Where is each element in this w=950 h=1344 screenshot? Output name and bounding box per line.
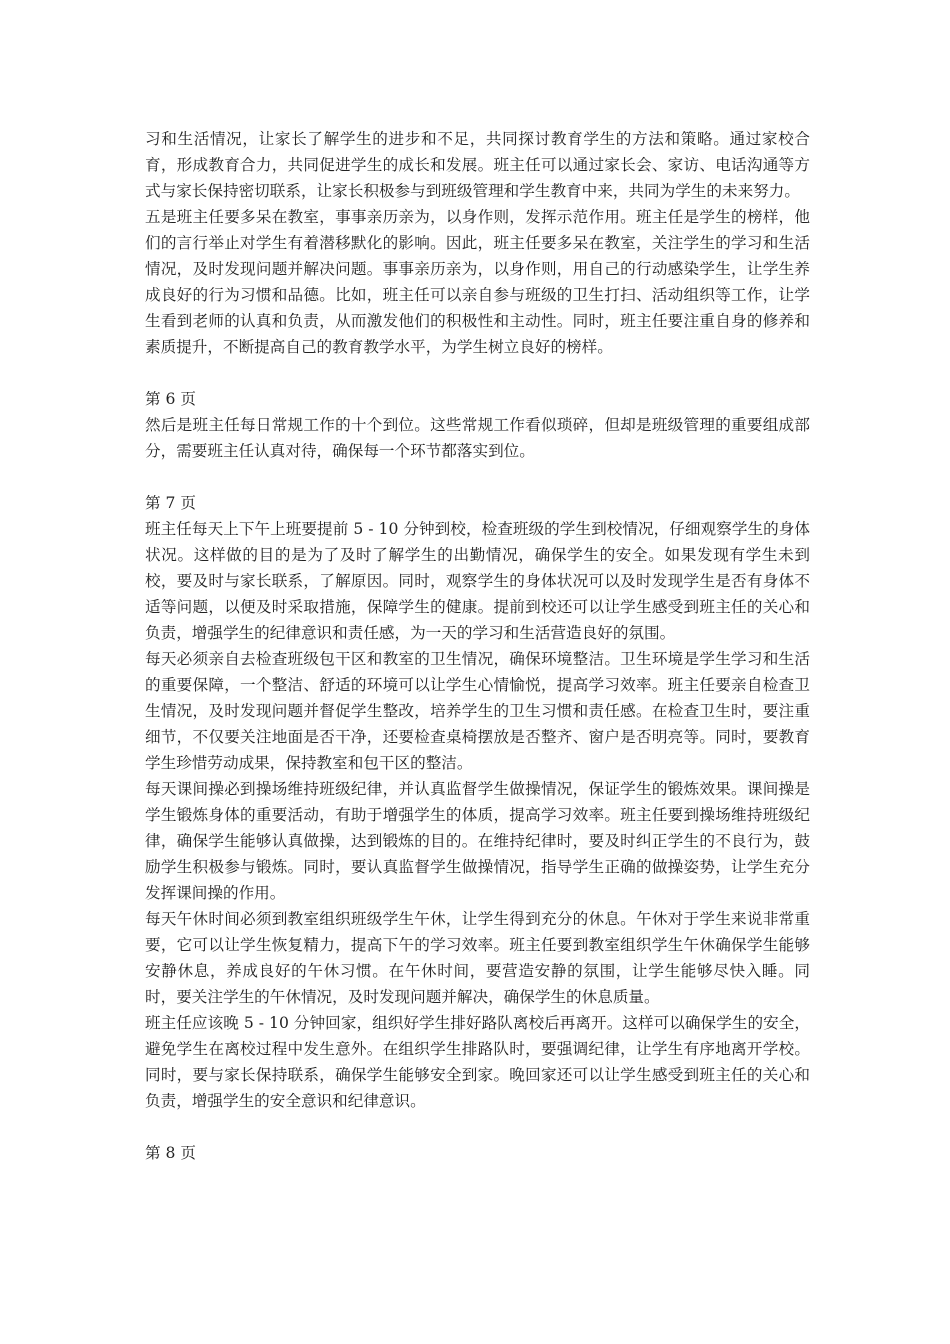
page-number-label: 第 8 页	[145, 1144, 197, 1162]
paragraph: 习和生活情况，让家长了解学生的进步和不足，共同探讨教育学生的方法和策略。通过家校合育，形成教育合力，共同促进学生的成长和发展。班主任可以通过家长会、家访、电话沟通等方式与家长保持密切联系，让家长积极参与到班级管理和学生教育中来，共同为学生的未来努力。	[145, 130, 810, 200]
page-number-label: 第 7 页	[145, 494, 197, 512]
paragraph: 每天必须亲自去检查班级包干区和教室的卫生情况，确保环境整洁。卫生环境是学生学习和生活的重要保障，一个整洁、舒适的环境可以让学生心情愉悦，提高学习效率。班主任要亲自检查卫生情况，及时发现问题并督促学生整改，培养学生的卫生习惯和责任感。在检查卫生时，要注重细节，不仅要关注地面是否干净，还要检查桌椅摆放是否整齐、窗户是否明亮等。同时，要教育学生珍惜劳动成果，保持教室和包干区的整洁。	[145, 650, 810, 772]
paragraph: 班主任每天上下午上班要提前 5 - 10 分钟到校，检查班级的学生到校情况，仔细观察学生的身体状况。这样做的目的是为了及时了解学生的出勤情况，确保学生的安全。如果发现有学生未到校，要及时与家长联系，了解原因。同时，观察学生的身体状况可以及时发现学生是否有身体不适等问题，以便及时采取措施，保障学生的健康。提前到校还可以让学生感受到班主任的关心和负责，增强学生的纪律意识和责任感，为一天的学习和生活营造良好的氛围。	[145, 520, 810, 642]
paragraph: 班主任应该晚 5 - 10 分钟回家，组织好学生排好路队离校后再离开。这样可以确保学生的安全，避免学生在离校过程中发生意外。在组织学生排路队时，要强调纪律，让学生有序地离开学校。同时，要与家长保持联系，确保学生能够安全到家。晚回家还可以让学生感受到班主任的关心和负责，增强学生的安全意识和纪律意识。	[145, 1014, 810, 1110]
paragraph: 五是班主任要多呆在教室，事事亲历亲为，以身作则，发挥示范作用。班主任是学生的榜样，他们的言行举止对学生有着潜移默化的影响。因此，班主任要多呆在教室，关注学生的学习和生活情况，及时发现问题并解决问题。事事亲历亲为，以身作则，用自己的行动感染学生，让学生养成良好的行为习惯和品德。比如，班主任可以亲自参与班级的卫生打扫、活动组织等工作，让学生看到老师的认真和负责，从而激发他们的积极性和主动性。同时，班主任要注重自身的修养和素质提升，不断提高自己的教育教学水平，为学生树立良好的榜样。	[145, 208, 810, 356]
section-gap	[145, 360, 810, 386]
paragraph: 每天课间操必到操场维持班级纪律，并认真监督学生做操情况，保证学生的锻炼效果。课间操是学生锻炼身体的重要活动，有助于增强学生的体质，提高学习效率。班主任要到操场维持班级纪律，确保学生能够认真做操，达到锻炼的目的。在维持纪律时，要及时纠正学生的不良行为，鼓励学生积极参与锻炼。同时，要认真监督学生做操情况，指导学生正确的做操姿势，让学生充分发挥课间操的作用。	[145, 780, 810, 902]
document-body	[145, 126, 810, 1166]
page-number-label: 第 6 页	[145, 390, 197, 408]
paragraph: 然后是班主任每日常规工作的十个到位。这些常规工作看似琐碎，但却是班级管理的重要组成部分，需要班主任认真对待，确保每一个环节都落实到位。	[145, 416, 810, 460]
section-gap	[145, 1114, 810, 1140]
section-gap	[145, 464, 810, 490]
paragraph: 每天午休时间必须到教室组织班级学生午休，让学生得到充分的休息。午休对于学生来说非常重要，它可以让学生恢复精力，提高下午的学习效率。班主任要到教室组织学生午休确保学生能够安静休息，养成良好的午休习惯。在午休时间，要营造安静的氛围，让学生能够尽快入睡。同时，要关注学生的午休情况，及时发现问题并解决，确保学生的休息质量。	[145, 910, 810, 1006]
